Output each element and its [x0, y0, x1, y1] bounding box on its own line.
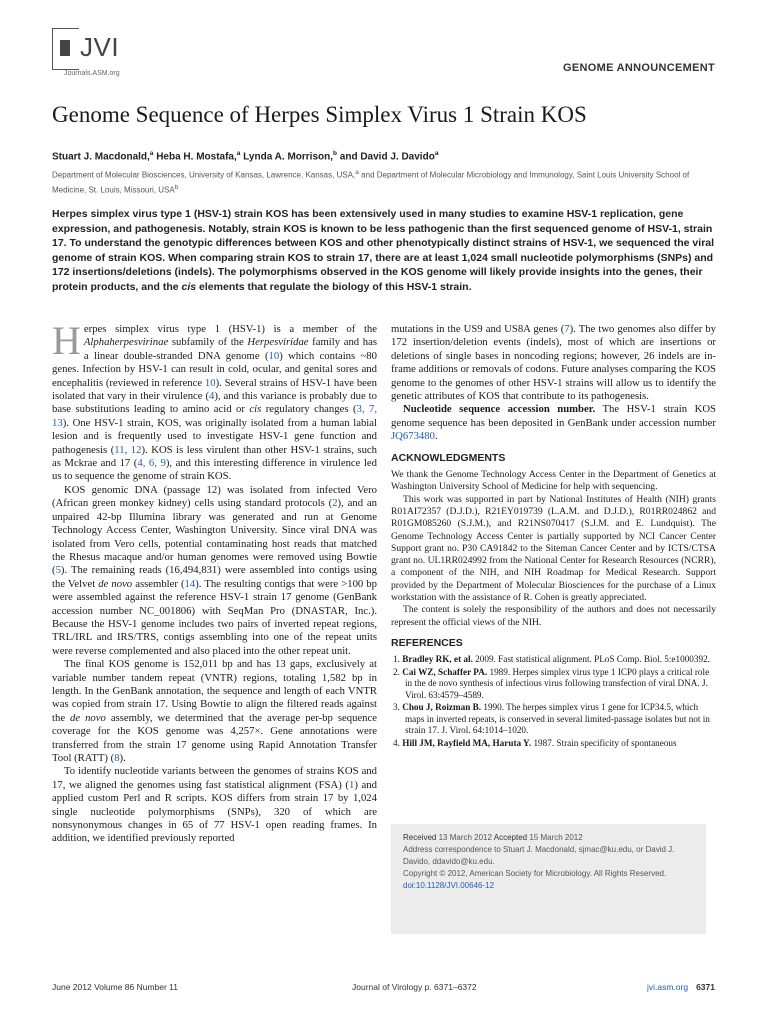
- body-paragraph: The final KOS genome is 152,011 bp and has 13 gaps, exclusively at variable number tandem repeat (VNTR) regions, totaling 1,582 bp in length. In the GenBank annotation, the sequence and length of each VNTR was copied from strain 17. Using Bowtie to align the filtered reads against the de novo assembly, we determined that the average per-bp sequence coverage for the KOS genome was 4,257×. Gene annotations were transferred from the strain 17 genome using Rapid Annotation Transfer Tool (RATT) (8).: [52, 658, 377, 764]
- drop-cap: H: [52, 318, 81, 363]
- citation-link[interactable]: 10: [204, 376, 216, 389]
- reference-item: 3. Chou J, Roizman B. 1990. The herpes simplex virus 1 gene for ICP34.5, which maps in inverted repeats, is conserved in several limited-passage isolates but not in strain 17. J. Virol. 64:1014–1020.: [393, 702, 710, 736]
- references-heading: REFERENCES: [391, 636, 463, 649]
- citation-link[interactable]: 7: [564, 323, 570, 335]
- citation-link[interactable]: 14: [184, 577, 196, 590]
- author-affil-mark: a: [236, 150, 241, 157]
- logo-site-text: Journals.ASM.org: [64, 70, 120, 77]
- accession-paragraph: Nucleotide sequence accession number. The HSV-1 strain KOS genome sequence has been deposited in GenBank under accession number JQ673480.: [391, 403, 716, 443]
- abstract: [52, 207, 717, 294]
- received-label: Received: [403, 833, 437, 842]
- citation-link[interactable]: 1: [348, 778, 355, 791]
- citation-link[interactable]: 4, 6, 9: [137, 457, 166, 470]
- article-title: Genome Sequence of Herpes Simplex Virus 1 Strain KOS: [52, 102, 587, 127]
- citation-link[interactable]: 3, 7, 13: [52, 403, 377, 429]
- body-paragraph: To identify nucleotide variants between the genomes of strains KOS and 17, we aligned the genomes using fast statistical alignment (FSA) (1) and applied custom Perl and R scripts. KOS differs from strain 17 by 1,024 single nucleotide polymorphisms (SNPs), 320 of which are nonsynonymous changes in 65 of 77 HSV-1 open reading frames. In addition, we identified previously reported: [52, 765, 377, 845]
- ack-paragraph: This work was supported in part by National Institutes of Health (NIH) grants R01AI72357 (D.J.D.), R21EY019739 (L.A.M. and D.J.D.), R01RR024862 and R01GM085260 (S.J.M.), and R21NS070417 (S.J.M. and E. Lundquist). The Genome Technology Access Center is partially supported by NCI Cancer Center Support grant no. P30 CA91842 to the Siteman Cancer Center and by ICTS/CTSA grant no. UL1RR024992 from the National Center for Research Resources (NCRR), a component of the NIH, and NIH Roadmap for Medical Research. Support provided by the Department of Molecular Biosciences for the purchase of a Linux workstation with the assistance of R. Cohen is greatly appreciated.: [391, 493, 716, 604]
- reference-item: 4. Hill JM, Rayfield MA, Haruta Y. 1987. Strain specificity of spontaneous: [393, 737, 677, 748]
- citation-link[interactable]: 10: [268, 349, 280, 362]
- author-affil-mark: b: [333, 150, 337, 157]
- author: Heba H. Mostafa,: [153, 151, 237, 163]
- accession-link[interactable]: JQ673480: [391, 430, 435, 443]
- section-label: GENOME ANNOUNCEMENT: [563, 62, 715, 74]
- doi-link[interactable]: doi:10.1128/JVI.00646-12: [403, 881, 495, 890]
- acknowledgments: [391, 469, 716, 629]
- reference-item: 2. Cai WZ, Schaffer PA. 1989. Herpes simplex virus type 1 ICP0 plays a critical role in the de novo synthesis of infectious virus following transfection of viral DNA. J. Virol. 63:4579–4589.: [393, 666, 710, 700]
- ack-paragraph: We thank the Genome Technology Access Center in the Department of Genetics at Washington University School of Medicine for help with sequencing.: [391, 469, 716, 493]
- author: Stuart J. Macdonald,: [52, 151, 150, 163]
- citation-link[interactable]: 5: [55, 564, 61, 577]
- accepted-date: 15 March 2012: [527, 833, 583, 842]
- body-right-column: [391, 323, 716, 750]
- citation-link[interactable]: 11, 12: [114, 443, 142, 456]
- received-date: 13 March 2012: [436, 833, 494, 842]
- body-paragraph: mutations in the US9 and US8A genes (7). The two genomes also differ by 172 insertion/deletion events (indels), most of which are insertions or deletions of single bases in noncoding regions; however, 26 indels are in-frame additions or removals of codons. Future analyses comparing the KOS genome to the genomes of other HSV-1 strains will allow us to identify the genetic attributes of KOS that contribute to its pathogenesis.: [391, 323, 717, 403]
- abstract-text: elements that regulate the biology of this HSV-1 strain.: [196, 280, 472, 293]
- author: Lynda A. Morrison,: [240, 151, 334, 163]
- author: and David J. Davido: [337, 151, 435, 163]
- affiliation-mark: b: [174, 183, 179, 191]
- correspondence: Address correspondence to Stuart J. Macdonald, sjmac@ku.edu, or David J. Davido, ddavido@ku.edu.: [403, 845, 675, 866]
- reference-item: 1. Bradley RK, et al. 2009. Fast statistical alignment. PLoS Comp. Biol. 5:e1000392.: [393, 654, 710, 665]
- copyright: Copyright © 2012, American Society for Microbiology. All Rights Reserved.: [403, 869, 667, 878]
- body-left-column: [52, 318, 378, 846]
- author-affil-mark: a: [149, 150, 154, 157]
- body-paragraph: KOS genomic DNA (passage 12) was isolated from infected Vero (African green monkey kidney) cells using standard protocols (2), and an unpaired 42-bp Illumina library was generated and run at Genome Technology Access Center, Washington University. Since viral DNA was isolated from Vero cells, potential contaminating host reads that matched the Rhesus macaque and/or human genomes were removed using Bowtie (5). The remaining reads (16,494,831) were assembled into contigs using the Velvet de novo assembler (14). The resulting contigs that were >100 bp were assembled against the reference HSV-1 strain 17 genome (GenBank accession number NC_001806) with SeqMan Pro (DNASTAR, Inc.). Because the HSV-1 genome includes two pairs of inverted repeat regions, TRL/IRL and IRS/TRS, contigs assembling into one of the repeat units were reverse complemented and also placed into the other repeat unit.: [52, 483, 378, 657]
- accepted-label: Accepted: [493, 833, 528, 842]
- author-list: [52, 150, 732, 162]
- reference-list: [391, 654, 716, 749]
- affiliation-text: Department of Molecular Biosciences, University of Kansas, Lawrence, Kansas, USA,: [52, 170, 356, 180]
- footer-site-link[interactable]: jvi.asm.org: [646, 982, 689, 992]
- logo-text: JVI: [80, 32, 120, 62]
- body-paragraph: Herpes simplex virus type 1 (HSV-1) is a member of the Alphaherpesvirinae subfamily of the Herpesviridae family and has a linear double-stranded DNA genome (10) which contains ~80 genes. Infection by HSV-1 can result in cold, ocular, and genital sores and encephalitis (reviewed in reference 10). Several strains of HSV-1 have been isolated that vary in their virulence (4), and this variance is probably due to base substitutions leading to amino acid or cis regulatory changes (3, 7, 13). One HSV-1 strain, KOS, was originally isolated from a human labial lesion and is frequently used to investigate HSV-1 gene function and pathogenesis (11, 12). KOS is less virulent than other HSV-1 strains, such as Mckrae and 17 (4, 6, 9), and this interesting difference in virulence led us to sequence the genome of strain KOS.: [52, 318, 378, 483]
- article-info-box: [391, 824, 706, 934]
- affiliation-mark: a: [355, 169, 359, 176]
- acknowledgments-heading: ACKNOWLEDGMENTS: [391, 451, 506, 464]
- citation-link[interactable]: 8: [114, 752, 120, 764]
- author-affil-mark: a: [434, 150, 439, 157]
- affiliations: [52, 167, 717, 196]
- footer-issue: June 2012 Volume 86 Number 11: [52, 982, 179, 992]
- accession-heading: Nucleotide sequence accession number.: [403, 403, 596, 416]
- journal-logo: [52, 26, 132, 80]
- dates-line: [403, 832, 696, 844]
- footer-right: [647, 982, 715, 992]
- affiliation-text: and Department of Molecular Microbiology and Immunology, Saint Louis University School of Medicine, St. Louis, Missouri, USA: [52, 170, 690, 195]
- citation-link[interactable]: 4: [209, 390, 215, 403]
- footer-journal: Journal of Virology p. 6371–6372: [352, 982, 477, 992]
- abstract-text: Herpes simplex virus type 1 (HSV-1) strain KOS has been extensively used in many studies to examine HSV-1 replication, gene expression, and pathogenesis. Notably, strain KOS is known to be less pathogenic than the first sequenced genome of HSV-1, strain 17. To understand the genotypic differences between KOS and other phenotypically distinct strains of HSV-1, we sequenced the viral genome of strain KOS. When comparing strain KOS to strain 17, there are at least 1,024 small nucleotide polymorphisms (SNPs) and 172 insertions/deletions (indels). The polymorphisms observed in the KOS genome will likely provide insights into the genes, their protein products, and the: [52, 208, 715, 293]
- ack-paragraph: The content is solely the responsibility of the authors and does not necessarily represent the official views of the NIH.: [391, 604, 716, 628]
- abstract-italic: cis: [181, 280, 197, 293]
- citation-link[interactable]: 2: [332, 497, 338, 510]
- logo-mark-icon: [60, 40, 70, 56]
- page-number: 6371: [696, 982, 715, 992]
